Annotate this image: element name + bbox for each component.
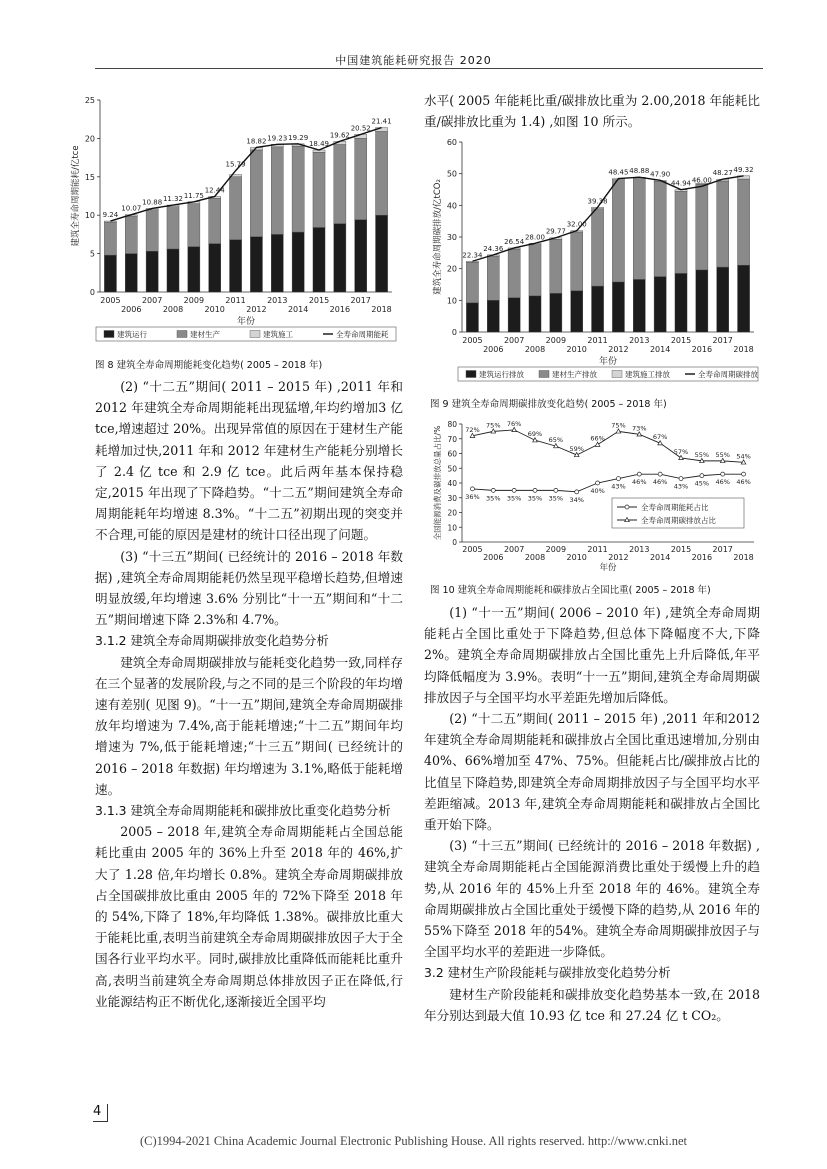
data-label: 44.94 <box>670 179 692 188</box>
energy-share-point <box>721 472 725 476</box>
x-tick-label: 2016 <box>329 305 351 314</box>
x-tick-label: 2009 <box>183 296 205 305</box>
y-tick-label: 60 <box>446 138 457 147</box>
bar-material <box>529 245 541 296</box>
energy-share-point <box>637 472 641 476</box>
legend-swatch <box>250 331 260 338</box>
data-label: 19.29 <box>288 133 309 142</box>
x-tick-label: 2018 <box>733 553 754 562</box>
data-label: 11.75 <box>183 191 204 200</box>
data-label: 48.45 <box>608 168 629 177</box>
legend-swatch <box>177 331 187 338</box>
bar-operation <box>209 244 221 292</box>
x-tick-label: 2011 <box>587 545 608 554</box>
bar-operation <box>188 247 200 292</box>
y-tick-label: 5 <box>89 249 95 259</box>
running-header: 中国建筑能耗研究报告 2020 <box>335 54 492 67</box>
x-tick-label: 2008 <box>524 345 546 354</box>
data-label: 21.41 <box>371 117 392 126</box>
legend-label: 全寿命周期碳排放 <box>698 370 758 379</box>
section-heading: 3.2 建材生产阶段能耗与碳排放变化趋势分析 <box>424 965 671 981</box>
bar-operation <box>529 296 541 332</box>
y-axis-label: 建筑全寿命周期碳排放/亿tCO₂ <box>433 179 443 295</box>
carbon-share-point <box>679 455 684 459</box>
x-tick-label: 2011 <box>225 296 246 305</box>
data-label: 26.54 <box>504 237 525 246</box>
data-label: 32.00 <box>566 220 587 229</box>
data-label: 46% <box>632 478 647 487</box>
x-tick-label: 2017 <box>712 545 733 554</box>
x-axis-label: 年份 <box>598 357 618 367</box>
y-tick-label: 15 <box>84 172 95 182</box>
bar-operation <box>313 227 325 292</box>
bar-operation <box>146 251 158 292</box>
data-label: 18.49 <box>308 139 330 148</box>
bar-material <box>313 152 325 227</box>
y-tick-label: 50 <box>447 464 457 474</box>
data-label: 73% <box>632 424 647 433</box>
legend-swatch <box>466 371 476 378</box>
data-label: 67% <box>652 433 668 442</box>
figure-10-caption: 图 10 建筑全寿命周期能耗和碳排放占全国比重( 2005 – 2018 年) <box>430 585 711 596</box>
data-label: 19.62 <box>329 131 350 140</box>
y-tick-label: 0 <box>89 288 95 297</box>
data-label: 49.32 <box>733 165 754 174</box>
left-text-column <box>95 376 403 1012</box>
bar-material <box>250 150 262 237</box>
bar-operation <box>355 220 367 292</box>
paragraph: (3) “十三五”期间( 已经统计的 2016 – 2018 年数据) ,建筑全寿命周期能耗占全国能源消费比重处于缓慢上升的趋势,从 2016 年的 45%上升至 2018 年的 46%。建筑全寿命周期碳排放占全国比重处于缓慢下降的趋势,从 2016 年的 55%下降至 2018 年的54%。建筑全寿命周期碳排放因子与全国平均水平的差距进一步降低。 <box>424 838 760 960</box>
data-label: 72% <box>465 425 480 434</box>
data-label: 55% <box>694 450 710 459</box>
x-tick-label: 2014 <box>649 553 671 562</box>
paragraph: 建材生产阶段能耗和碳排放变化趋势基本一致,在 2018 年分别达到最大值 10.93 亿 tce 和 27.24 亿 t CO₂。 <box>424 986 760 1023</box>
bar-material <box>230 177 242 240</box>
data-label: 20.52 <box>350 124 371 133</box>
data-label: 39.38 <box>587 197 608 206</box>
data-label: 35% <box>548 494 564 503</box>
carbon-share-point <box>595 442 600 446</box>
energy-share-point <box>533 488 537 492</box>
bar-material <box>466 262 478 303</box>
data-label: 19.23 <box>267 134 288 143</box>
figure-10-chart <box>418 418 763 578</box>
bar-operation <box>571 291 583 332</box>
legend-label: 建材生产 <box>190 330 220 339</box>
figure-8-chart <box>62 92 402 354</box>
x-tick-label: 2006 <box>483 345 504 354</box>
x-tick-label: 2010 <box>566 553 587 562</box>
x-tick-label: 2013 <box>629 545 650 554</box>
bar-material <box>675 191 687 273</box>
paragraph: 2005 – 2018 年,建筑全寿命周期能耗占全国总能耗比重由 2005 年的 36%上升至 2018 年的 46%,扩大了 1.28 倍,年均增长 0.8%。建筑全寿命周期碳排放占全国碳排放比重由 2005 年的 72%下降至 2018 年的 54%,下降了 18%,年均降低 1.38%。碳排放比重大于能耗比重,表明当前建筑全寿命周期碳排放因子大于全国各行业平均水平。同时,碳排放比重降低而能耗比重升高,表明当前建筑全寿命周期总体排放因子正在降低,行业能源结构正不断优化,逐渐接近全国平均 <box>95 824 403 1009</box>
bar-operation <box>612 282 624 332</box>
data-label: 65% <box>548 436 564 445</box>
data-label: 35% <box>486 494 501 503</box>
bar-operation <box>271 234 283 292</box>
data-label: 57% <box>673 447 689 456</box>
energy-share-point <box>742 472 746 476</box>
data-label: 35% <box>527 494 543 503</box>
bar-operation <box>508 298 520 332</box>
legend-swatch <box>612 371 622 378</box>
paragraph: 水平( 2005 年能耗比重/碳排放比重为 2.00,2018 年能耗比重/碳排放比重为 1.4) ,如图 10 所示。 <box>424 93 760 130</box>
y-tick-label: 60 <box>447 449 457 459</box>
bar-operation <box>292 232 304 292</box>
x-tick-label: 2007 <box>503 336 525 345</box>
data-label: 29.77 <box>545 227 566 236</box>
data-label: 46.00 <box>691 176 712 185</box>
data-label: 54% <box>736 452 751 461</box>
section-heading: 3.1.2 建筑全寿命周期碳排放变化趋势分析 <box>95 633 329 649</box>
bar-material <box>571 232 583 291</box>
bar-material <box>633 178 645 280</box>
bar-material <box>167 207 179 249</box>
y-tick-label: 0 <box>452 538 457 547</box>
data-label: 12.44 <box>204 186 225 195</box>
energy-share-point <box>554 488 558 492</box>
y-tick-label: 30 <box>446 233 457 242</box>
carbon-share-point <box>512 427 517 431</box>
x-tick-label: 2012 <box>246 305 267 314</box>
legend-label: 建筑运行 <box>117 330 147 339</box>
bar-operation <box>125 254 137 292</box>
legend-swatch <box>104 331 114 338</box>
y-tick-label: 20 <box>84 134 95 144</box>
bar-material <box>146 210 158 251</box>
x-tick-label: 2008 <box>524 553 546 562</box>
bar-operation <box>654 277 666 332</box>
data-label: 34% <box>569 495 584 504</box>
energy-share-point <box>575 490 579 494</box>
paragraph: (1) “十一五”期间( 2006 – 2010 年) ,建筑全寿命周期能耗占全国比重处于下降趋势,但总体下降幅度不大,下降 2%。建筑全寿命周期碳排放占全国比重先上升后降低,年平均降低幅度为 3.9%。表明“十一五”期间,建筑全寿命周期碳排放因子与全国平均水平差距先增加后降低。 <box>424 605 760 705</box>
data-label: 40% <box>590 487 605 495</box>
energy-share-point <box>596 481 600 485</box>
data-label: 10.07 <box>121 204 142 213</box>
y-tick-label: 25 <box>84 96 95 105</box>
data-label: 35% <box>506 494 522 503</box>
x-tick-label: 2007 <box>503 545 525 554</box>
y-tick-label: 20 <box>446 264 457 274</box>
x-tick-label: 2011 <box>587 336 608 345</box>
y-axis-label: 建筑全寿命周期能耗/亿tce <box>71 145 81 247</box>
data-label: 76% <box>506 419 522 428</box>
bar-material <box>508 249 520 298</box>
paragraph: (3) “十三五”期间( 已经统计的 2016 – 2018 年数据) ,建筑全寿命周期能耗仍然呈现平稳增长趋势,但增速明显放缓,年均增速 3.6% 分别比“十一五”期间和“十二五”期间增速下降 2.3%和 4.7%。 <box>95 548 403 628</box>
x-tick-label: 2005 <box>462 336 483 345</box>
data-label: 43% <box>673 482 689 491</box>
x-axis-label: 年份 <box>599 563 617 573</box>
bar-operation <box>550 293 562 332</box>
figure-9-caption: 图 9 建筑全寿命周期碳排放变化趋势( 2005 – 2018 年) <box>430 399 667 410</box>
bar-operation <box>738 265 750 332</box>
data-label: 46% <box>652 478 668 487</box>
right-column-top <box>424 90 760 132</box>
x-tick-label: 2009 <box>545 336 567 345</box>
energy-share-point <box>658 472 662 476</box>
data-label: 75% <box>611 421 626 430</box>
paragraph: (2) “十二五”期间( 2011 – 2015 年) ,2011 年和2012 年建筑全寿命周期能耗和碳排放占全国比重迅速增加,分别由 40%、66%增加至 47%、75%。但能耗占比/碳排放占比的比值呈下降趋势,即建筑全寿命周期排放因子与全国平均水平差距缩减。2013 年,建筑全寿命周期能耗和碳排放占全国比重开始下降。 <box>424 711 760 833</box>
bar-material <box>125 216 137 254</box>
x-tick-label: 2018 <box>733 345 754 354</box>
x-tick-label: 2016 <box>691 553 713 562</box>
data-label: 46% <box>715 478 730 487</box>
bar-operation <box>717 267 729 332</box>
data-label: 28.00 <box>524 233 546 242</box>
figure-8-caption: 图 8 建筑全寿命周期能耗变化趋势( 2005 – 2018 年) <box>95 360 323 371</box>
data-label: 43% <box>611 482 626 491</box>
bar-construction <box>466 261 478 262</box>
bar-material <box>355 138 367 219</box>
data-label: 36% <box>465 492 480 501</box>
energy-share-point <box>512 488 516 492</box>
y-tick-label: 30 <box>447 493 457 503</box>
data-label: 24.36 <box>483 244 504 253</box>
bar-operation <box>675 273 687 332</box>
y-axis-label: 全国能源消费及碳排放总量占比/% <box>433 425 442 541</box>
paragraph: (2) “十二五”期间( 2011 – 2015 年) ,2011 年和2012 年建筑全寿命周期能耗出现猛增,年均约增加3 亿 tce,增速超过 20%。出现异常值的原因在于建材生产能耗增加过快,2011 年和 2012 年建材生产能耗分别增长了 2.4 亿 tce 和 2.9 亿 tce。此后两年基本保持稳定,2015 年出现了下降趋势。“十二五”期间建筑全寿命周期能耗年均增速 8.3%。“十二五”初期出现的突变并不合理,可能的原因是建材的统计口径出现了问题。 <box>95 379 403 543</box>
bar-material <box>696 184 708 270</box>
bar-material <box>717 181 729 267</box>
x-tick-label: 2015 <box>670 545 692 554</box>
x-tick-label: 2010 <box>204 305 225 314</box>
data-label: 46% <box>736 478 751 487</box>
legend-label: 建筑施工 <box>263 330 293 339</box>
bar-operation <box>633 279 645 332</box>
page-number: 4 <box>93 1104 102 1119</box>
data-label: 69% <box>527 430 543 439</box>
y-tick-label: 70 <box>447 434 457 444</box>
y-tick-label: 0 <box>451 328 457 337</box>
legend-label: 全寿命周期能耗占比 <box>641 503 709 512</box>
x-tick-label: 2013 <box>267 296 288 305</box>
energy-share-point <box>700 474 704 478</box>
energy-share-point <box>616 477 620 481</box>
energy-share-point <box>470 487 474 491</box>
data-label: 18.82 <box>246 137 267 146</box>
bar-material <box>188 204 200 247</box>
bar-operation <box>230 240 242 292</box>
section-heading: 3.1.3 建筑全寿命周期能耗和碳排放比重变化趋势分析 <box>95 803 391 819</box>
bar-operation <box>466 303 478 332</box>
bar-material <box>376 131 388 215</box>
bar-operation <box>376 215 388 292</box>
bar-material <box>292 146 304 232</box>
page-number-vrule <box>107 1104 108 1122</box>
bar-material <box>550 239 562 293</box>
data-label: 15.79 <box>225 160 246 169</box>
data-label: 75% <box>486 421 501 430</box>
bar-material <box>334 145 346 224</box>
copyright-footer: (C)1994-2021 China Academic Journal Electronic Publishing House. All rights reserved. http://www.cnki.net <box>139 1134 687 1148</box>
x-tick-label: 2014 <box>649 345 671 354</box>
bar-material <box>738 179 750 265</box>
y-tick-label: 10 <box>84 211 95 221</box>
y-tick-label: 80 <box>447 420 457 429</box>
y-tick-label: 10 <box>446 296 457 306</box>
data-label: 22.34 <box>462 251 483 260</box>
bar-operation <box>250 237 262 292</box>
data-label: 47.90 <box>650 170 671 179</box>
x-tick-label: 2012 <box>608 553 629 562</box>
bar-operation <box>696 270 708 332</box>
page-number-rule <box>93 1121 107 1122</box>
x-tick-label: 2007 <box>141 296 163 305</box>
data-label: 45% <box>694 479 710 488</box>
bar-operation <box>487 300 499 332</box>
y-tick-label: 10 <box>447 523 457 533</box>
bar-operation <box>167 249 179 292</box>
x-tick-label: 2005 <box>100 296 121 305</box>
x-tick-label: 2008 <box>162 305 184 314</box>
legend-swatch <box>539 371 549 378</box>
right-text-column <box>424 602 760 1026</box>
figure-9-chart <box>418 134 763 392</box>
legend-label: 建材生产排放 <box>552 370 597 379</box>
x-tick-label: 2017 <box>350 296 371 305</box>
legend-label: 全寿命周期碳排放占比 <box>641 516 716 525</box>
energy-share-point <box>491 488 495 492</box>
data-label: 48.27 <box>712 169 733 178</box>
y-tick-label: 40 <box>446 201 457 211</box>
y-tick-label: 20 <box>447 508 457 518</box>
x-tick-label: 2018 <box>371 305 392 314</box>
legend-label: 建筑施工排放 <box>625 370 670 379</box>
x-tick-label: 2015 <box>670 336 692 345</box>
data-label: 9.24 <box>102 211 119 220</box>
paragraph: 建筑全寿命周期碳排放与能耗变化趋势一致,同样存在三个显著的发展阶段,与之不同的是三个阶段的年均增速有差别( 见图 9)。“十一五”期间,建筑全寿命周期碳排放年均增速为 7.4%,高于能耗增速;“十二五”期间年均增速为 7%,低于能耗增速;“十三五”期间( 已经统计的 2016 – 2018 年数据) 年均增速为 3.1%,略低于能耗增速。 <box>95 654 403 797</box>
bar-material <box>209 198 221 243</box>
bar-material <box>104 222 116 255</box>
x-axis-label: 年份 <box>236 317 256 327</box>
data-label: 59% <box>569 444 584 453</box>
x-tick-label: 2006 <box>121 305 142 314</box>
data-label: 11.32 <box>162 195 184 204</box>
legend-label: 建筑运行排放 <box>479 370 524 379</box>
x-tick-label: 2013 <box>629 336 650 345</box>
bar-construction <box>104 221 116 222</box>
legend-label: 全寿命周期能耗 <box>336 330 389 339</box>
data-label: 10.88 <box>142 198 163 207</box>
bar-operation <box>104 255 116 292</box>
x-tick-label: 2016 <box>691 345 713 354</box>
x-tick-label: 2010 <box>566 345 587 354</box>
data-label: 66% <box>590 434 605 443</box>
legend-marker <box>625 505 629 509</box>
carbon-share-point <box>616 429 621 433</box>
bar-material <box>487 256 499 300</box>
x-tick-label: 2017 <box>712 336 733 345</box>
energy-share-point <box>679 477 683 481</box>
bar-operation <box>334 224 346 292</box>
bar-operation <box>592 286 604 332</box>
data-label: 48.88 <box>629 167 650 176</box>
x-tick-label: 2014 <box>287 305 309 314</box>
x-tick-label: 2006 <box>483 553 504 562</box>
x-tick-label: 2012 <box>608 345 629 354</box>
data-label: 55% <box>715 450 730 459</box>
x-tick-label: 2005 <box>462 545 483 554</box>
bar-material <box>271 147 283 235</box>
y-tick-label: 40 <box>447 479 457 488</box>
bar-material <box>654 181 666 276</box>
header-rule <box>95 68 763 69</box>
y-tick-label: 50 <box>446 169 457 179</box>
x-tick-label: 2015 <box>308 296 330 305</box>
bar-material <box>612 180 624 282</box>
x-tick-label: 2009 <box>545 545 567 554</box>
bar-material <box>592 209 604 286</box>
